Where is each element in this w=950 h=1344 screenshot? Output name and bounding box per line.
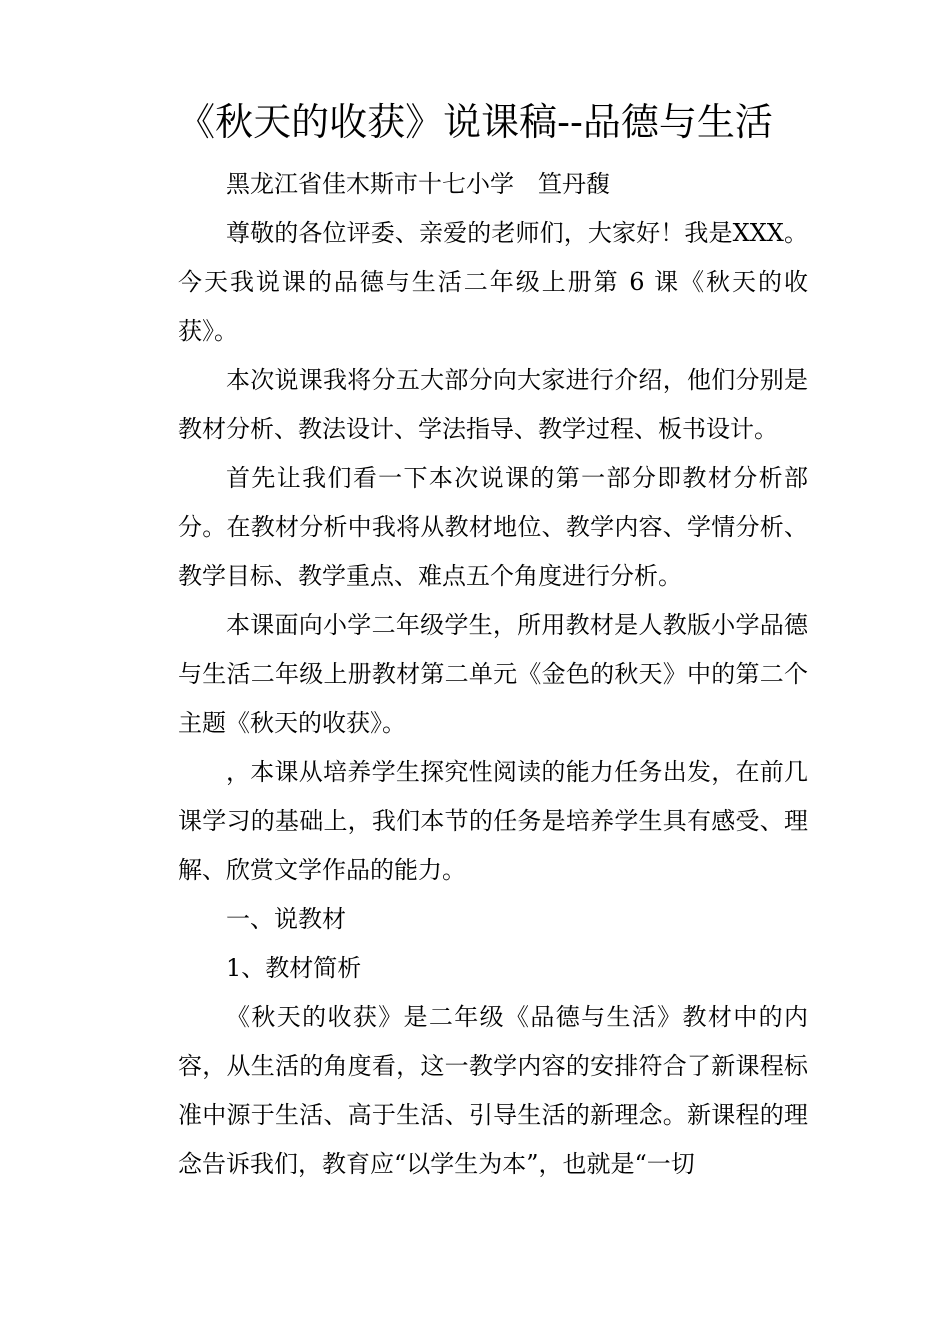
section-heading: 一、说教材 <box>226 905 346 933</box>
paragraph-greeting: 尊敬的各位评委、亲爱的老师们，大家好！我是XXX。今天我说课的品德与生活二年级上册第 6 课《秋天的收获》。 <box>178 219 808 345</box>
paragraph-lesson-task: ，本课从培养学生探究性阅读的能力任务出发，在前几课学习的基础上，我们本节的任务是培养学生具有感受、理解、欣赏文学作品的能力。 <box>178 758 808 884</box>
document-body <box>178 160 808 1189</box>
paragraph-textbook-summary: 《秋天的收获》是二年级《品德与生活》教材中的内容，从生活的角度看，这一教学内容的安排符合了新课程标准中源于生活、高于生活、引导生活的新理念。新课程的理念告诉我们，教育应“以学生为本”，也就是“一切 <box>178 1003 808 1178</box>
paragraph-textbook-info: 本课面向小学二年级学生，所用教材是人教版小学品德与生活二年级上册教材第二单元《金色的秋天》中的第二个主题《秋天的收获》。 <box>178 611 808 737</box>
subsection-heading: 1、教材简析 <box>226 954 362 982</box>
document-title: 《秋天的收获》说课稿--品德与生活 <box>177 100 773 144</box>
paragraph-outline: 本次说课我将分五大部分向大家进行介绍，他们分别是教材分析、教法设计、学法指导、教学过程、板书设计。 <box>178 366 808 443</box>
author-line: 黑龙江省佳木斯市十七小学 笪丹馥 <box>226 170 610 198</box>
paragraph-analysis-intro: 首先让我们看一下本次说课的第一部分即教材分析部分。在教材分析中我将从教材地位、教学内容、学情分析、教学目标、教学重点、难点五个角度进行分析。 <box>178 464 808 590</box>
